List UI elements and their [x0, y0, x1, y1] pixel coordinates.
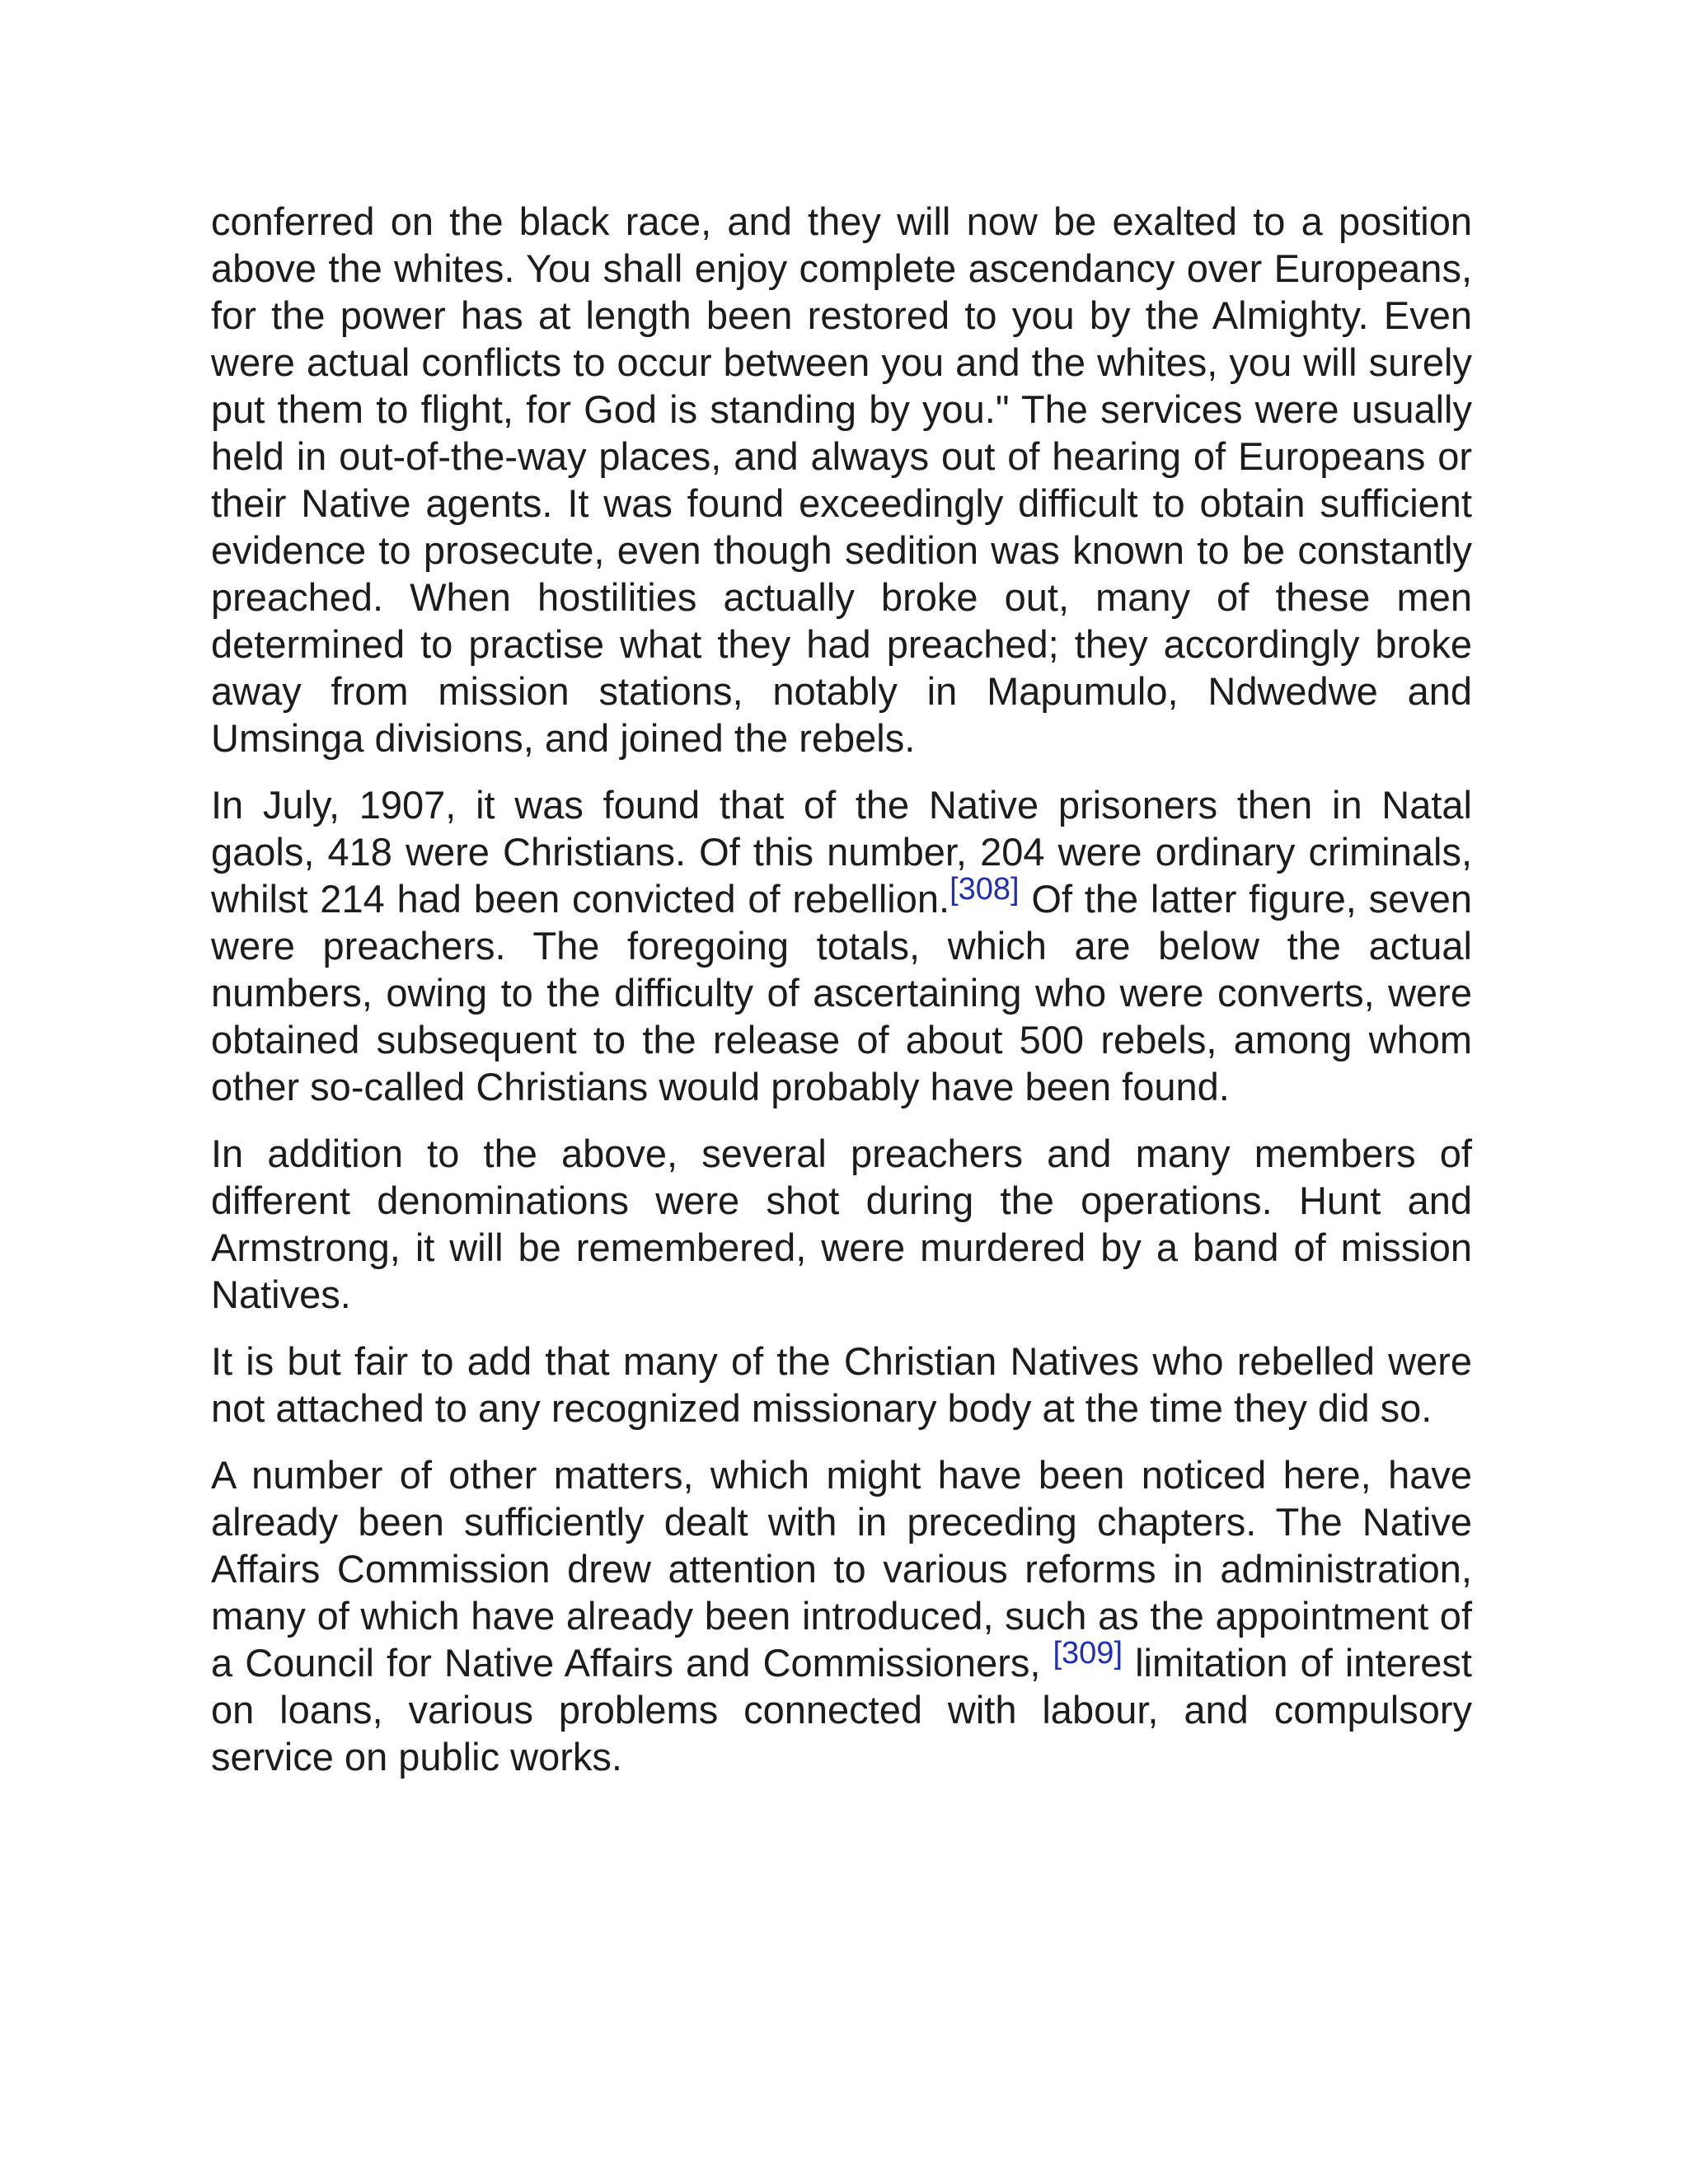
paragraph-3 — [211, 1130, 1472, 1318]
footnote-link-309[interactable]: [309] — [1053, 1636, 1123, 1671]
footnote-link-308[interactable]: [308] — [950, 872, 1020, 907]
paragraph-text: In addition to the above, several preachers and many members of different denominations were shot during the operations. Hunt and Armstrong, it will be remembered, were murdered by a band of mission Natives. — [211, 1132, 1472, 1316]
paragraph-text: A number of other matters, which might have been noticed here, have already been sufficiently dealt with in preceding chapters. The Native Affairs Commission drew attention to various reforms in administration, many of which have already been introduced, such as the appointment of a Council for Native Affairs and Commissioners, — [211, 1453, 1472, 1685]
paragraph-1 — [211, 198, 1472, 762]
paragraph-5 — [211, 1451, 1472, 1780]
paragraph-2 — [211, 781, 1472, 1110]
paragraph-text: It is but fair to add that many of the Christian Natives who rebelled were not attached to any recognized missionary body at the time they did so. — [211, 1339, 1472, 1430]
paragraph-text: In July, 1907, it was found that of the Native prisoners then in Natal gaols, 418 were Christians. Of this number, 204 were ordinary criminals, whilst 214 had been convicted of rebellion. — [211, 783, 1472, 921]
document-page — [211, 198, 1472, 1800]
paragraph-text: limitation of interest on loans, various problems connected with labour, and compulsory service on public works. — [211, 1641, 1472, 1779]
paragraph-text: Of the latter figure, seven were preachers. The foregoing totals, which are below the actual numbers, owing to the difficulty of ascertaining who were converts, were obtained subsequent to the release of about 500 rebels, among whom other so-called Christians would probably have been found. — [211, 877, 1472, 1108]
paragraph-4 — [211, 1338, 1472, 1432]
paragraph-text: conferred on the black race, and they will now be exalted to a position above the whites. You shall enjoy complete ascendancy over Europeans, for the power has at length been restored to you by the Almighty. Even were actual conflicts to occur between you and the whites, you will surely put them to flight, for God is standing by you." The services were usually held in out-of-the-way places, and always out of hearing of Europeans or their Native agents. It was found exceedingly difficult to obtain sufficient evidence to prosecute, even though sedition was known to be constantly preached. When hostilities actually broke out, many of these men determined to practise what they had preached; they accordingly broke away from mission stations, notably in Mapumulo, Ndwedwe and Umsinga divisions, and joined the rebels. — [211, 199, 1472, 760]
